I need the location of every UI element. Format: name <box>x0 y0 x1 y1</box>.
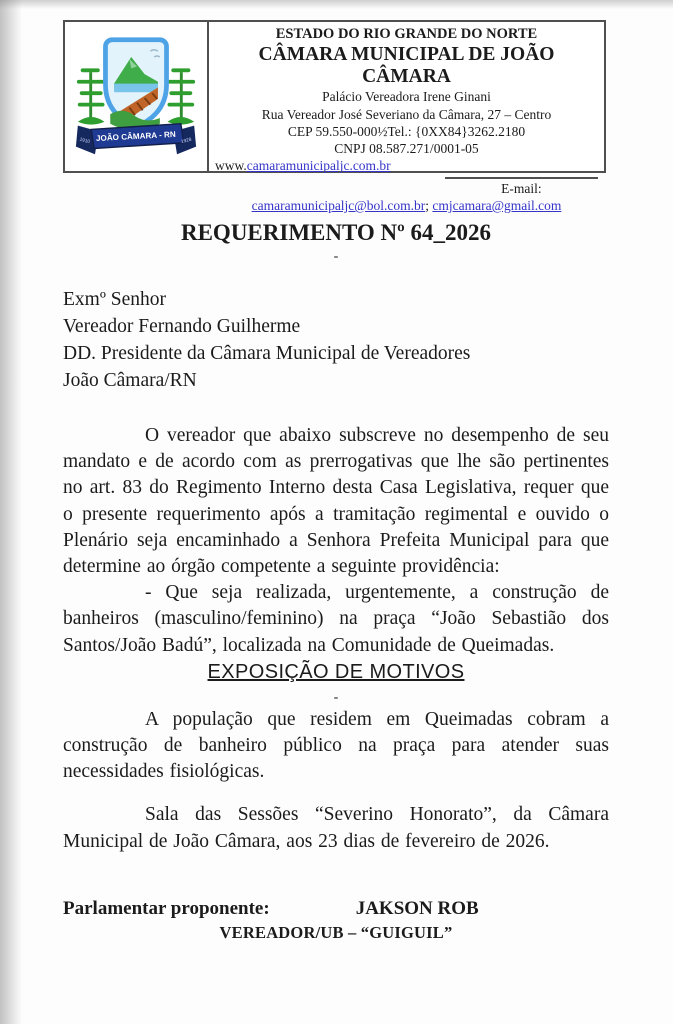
ribbon-year-right: 1928 <box>180 137 193 145</box>
cep-tel-line: CEP 59.550-000½Tel.: {0XX84}3262.2180 <box>287 123 526 139</box>
justification-paragraph: A população que residem em Queimadas cobram a construção de banheiro público na praça para atender suas necessidades fisiológicas. <box>63 708 609 783</box>
logo-cell <box>65 22 209 171</box>
website-link[interactable]: camaramunicipaljc.com.br <box>246 158 391 174</box>
email-link-gmail[interactable]: cmjcamara@gmail.com <box>432 197 562 213</box>
title-dash: - <box>333 249 339 264</box>
signature-name: JAKSON ROB <box>355 897 479 919</box>
city-coat-of-arms-icon <box>74 28 198 166</box>
cnpj-line: CNPJ 08.587.271/0001-05 <box>334 141 479 157</box>
closing-paragraph: Sala das Sessões “Severino Honorato”, da Câmara Municipal de João Câmara, aos 23 dias de fevereiro de 2026. <box>63 804 609 852</box>
addressee-name: Vereador Fernando Guilherme <box>63 316 301 337</box>
motives-dash: - <box>333 689 339 705</box>
website-prefix: www. <box>215 158 247 174</box>
shield-icon <box>105 39 166 130</box>
document-title: REQUERIMENTO Nº 64_2026 <box>180 220 492 245</box>
signature-row <box>63 898 609 920</box>
tree-right-icon <box>167 70 194 124</box>
document-body <box>63 173 609 943</box>
request-paragraph: O vereador que abaixo subscreve no desempenho de seu mandato e de acordo com as prerrogativas que lhe são pertinentes no art. 83 do Regimento Interno desta Casa Legislativa, requer que o presente requerimento após a tramitação regimental e ouvido o Plenário seja encaminhado a Senhora Prefeita Municipal para que determine ao órgão competente a seguinte providência: <box>63 425 609 578</box>
address-line: Rua Vereador José Severiano da Câmara, 27 – Centro <box>261 106 552 122</box>
addressee-role: DD. Presidente da Câmara Municipal de Vereadores <box>63 343 471 364</box>
org-name: CÂMARA MUNICIPAL DE JOÃO CÂMARA <box>258 43 555 87</box>
state-name: ESTADO DO RIO GRANDE DO NORTE <box>275 26 538 42</box>
ribbon-banner <box>76 123 196 154</box>
tree-left-icon <box>78 70 105 124</box>
letterhead <box>63 20 606 213</box>
email-link-bol[interactable]: camaramunicipaljc@bol.com.br <box>251 197 426 213</box>
letterhead-info <box>209 22 604 213</box>
signature-label: Parlamentar proponente: <box>63 897 270 919</box>
measure-paragraph: - Que seja realizada, urgentemente, a construção de banheiros (masculino/feminino) na praça “João Sebastião dos Santos/João Badú”, localizada na Comunidade de Queimadas. <box>63 582 609 656</box>
addressee-salutation: Exmº Senhor <box>63 289 166 310</box>
ribbon-text: JOÃO CÂMARA - RN <box>95 129 176 143</box>
scan-shadow-top <box>0 0 673 9</box>
email-separator: ; <box>425 197 433 213</box>
palace-line: Palácio Vereadora Irene Ginani <box>322 89 491 105</box>
signature-role: VEREADOR/UB – “GUIGUIL” <box>219 922 453 942</box>
ribbon-year-left: 1910 <box>78 137 91 145</box>
email-label: E-mail: <box>445 177 598 197</box>
addressee-block <box>63 286 609 394</box>
motives-heading: EXPOSIÇÃO DE MOTIVOS <box>207 660 465 683</box>
scan-shadow-left <box>0 0 22 1024</box>
addressee-city: João Câmara/RN <box>63 370 197 391</box>
